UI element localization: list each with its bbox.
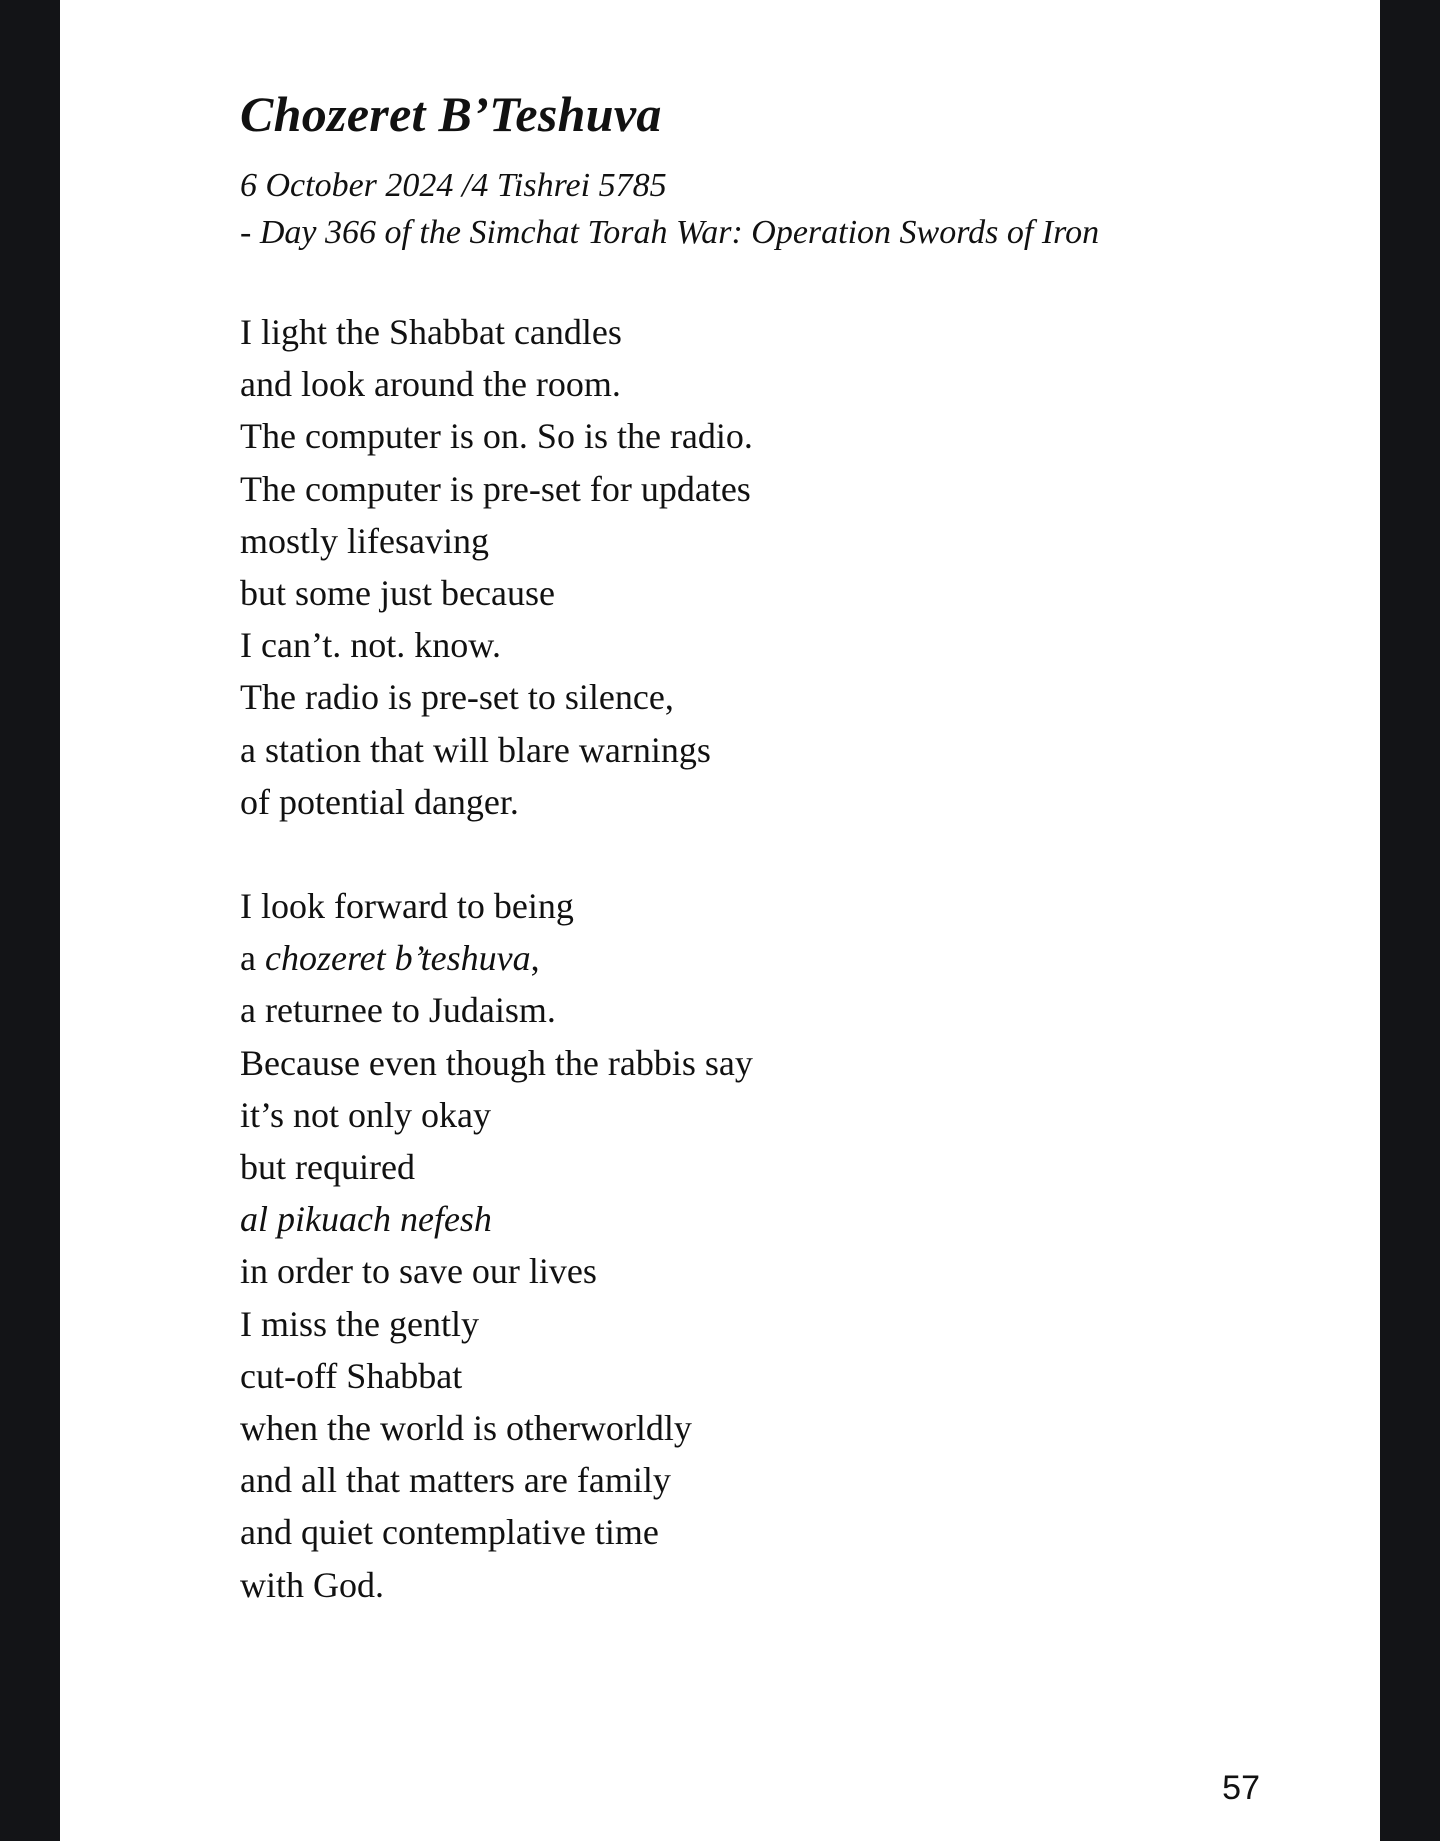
line-prefix: a [240,938,265,979]
stanza-1 [240,306,1240,828]
line-suffix: , [530,938,540,979]
stanza-line: when the world is otherworldly [240,1408,692,1449]
stanza-line: a station that will blare warnings [240,729,711,770]
italic-term-chozeret: chozeret b’teshuva [264,938,531,979]
poem-title: Chozeret B’Teshuva [240,86,662,142]
stanza-line: and look around the room. [240,364,621,405]
subtitle-line: - Day 366 of the Simchat Torah War: Operation Swords of Iron [240,214,1100,251]
stanza-line: I miss the gently [240,1303,479,1344]
stanza-line: mostly lifesaving [240,520,489,561]
stanza-line-mixed [240,932,1240,984]
book-page [60,0,1380,1841]
stanza-line: I light the Shabbat candles [240,312,622,352]
stanza-line: I can’t. not. know. [240,625,501,666]
poem-meta [240,162,1240,256]
italic-term-pikuach-nefesh: al pikuach nefesh [240,1199,492,1240]
stanza-line: Because even though the rabbis say [240,1042,753,1083]
stanza-line: but required [240,1147,415,1188]
stanza-line: with God. [240,1564,384,1605]
stanza-line: The computer is on. So is the radio. [240,416,753,457]
date-line: 6 October 2024 /4 Tishrei 5785 [240,167,667,204]
page-number: 57 [1222,1769,1260,1807]
stanza-line: in order to save our lives [240,1251,597,1292]
stanza-line: and all that matters are family [240,1460,671,1501]
stanza-line: cut-off Shabbat [240,1355,463,1396]
stanza-line: I look forward to being [240,886,574,927]
stanza-line: but some just because [240,573,555,614]
poem-content [240,78,1240,1611]
stanza-line: a returnee to Judaism. [240,990,556,1031]
stanza-2 [240,880,1240,1611]
stanza-line: of potential danger. [240,781,519,822]
stanza-line: it’s not only okay [240,1094,491,1135]
stanza-line: The computer is pre-set for updates [240,468,751,509]
stanza-line: The radio is pre-set to silence, [240,677,674,718]
stanza-line: and quiet contemplative time [240,1512,659,1553]
